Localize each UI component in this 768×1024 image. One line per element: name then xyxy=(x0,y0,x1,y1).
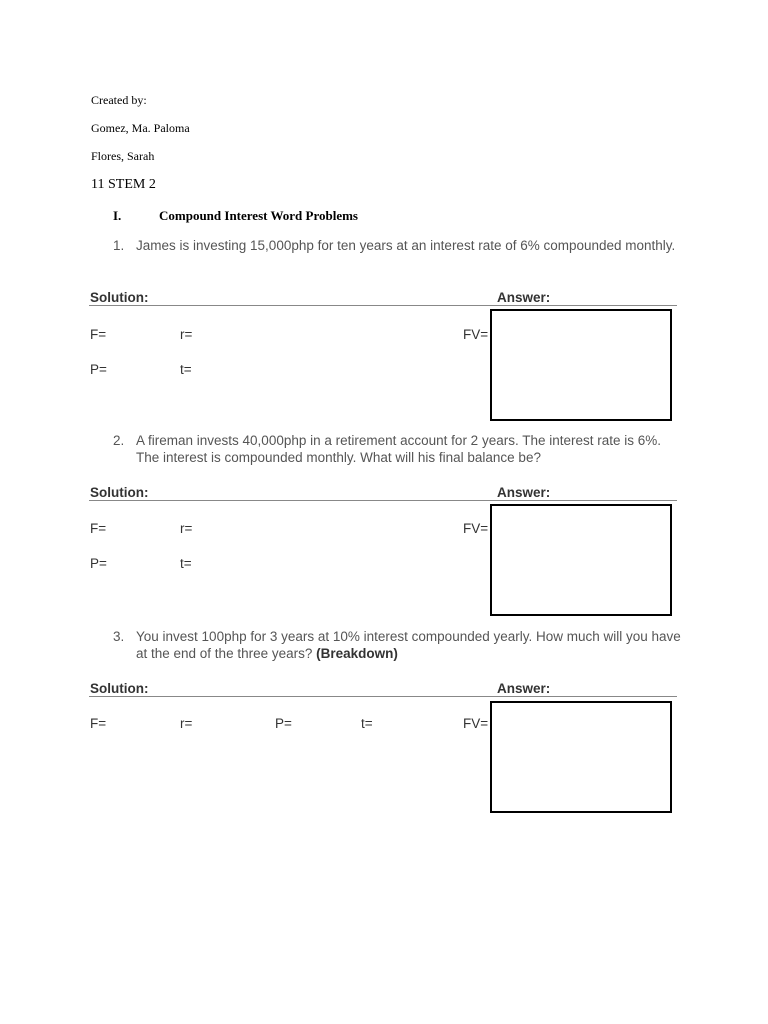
author-name: Flores, Sarah xyxy=(91,149,155,163)
fv-variable: FV= xyxy=(463,521,489,536)
solution-label: Solution: xyxy=(90,485,149,500)
problem-text: James is investing 15,000php for ten years at an interest rate of 6% compounded monthly. xyxy=(136,238,676,253)
answer-label: Answer: xyxy=(497,290,551,305)
r-variable: r= xyxy=(180,327,193,342)
p-variable: P= xyxy=(90,556,107,571)
r-variable: r= xyxy=(180,521,193,536)
solution-label: Solution: xyxy=(90,290,149,305)
problem-1 xyxy=(113,238,683,255)
divider xyxy=(89,305,677,306)
divider xyxy=(89,696,677,697)
class-label: 11 STEM 2 xyxy=(91,177,156,192)
p-variable: P= xyxy=(90,362,107,377)
p-variable: P= xyxy=(275,716,292,731)
section-numeral: I. xyxy=(113,208,122,223)
problem-number: 3. xyxy=(113,629,125,644)
problem-text: You invest 100php for 3 years at 10% interest compounded yearly. How much will you have at the end of the three years? (Breakdown) xyxy=(136,629,681,661)
answer-box[interactable] xyxy=(490,504,672,616)
t-variable: t= xyxy=(361,716,373,731)
r-variable: r= xyxy=(180,716,193,731)
section-title: Compound Interest Word Problems xyxy=(159,208,358,223)
t-variable: t= xyxy=(180,362,192,377)
answer-box[interactable] xyxy=(490,309,672,421)
problem-emphasis: (Breakdown) xyxy=(316,645,398,661)
divider xyxy=(89,500,677,501)
author-name: Gomez, Ma. Paloma xyxy=(91,121,190,135)
answer-label: Answer: xyxy=(497,485,551,500)
f-variable: F= xyxy=(90,521,107,536)
problem-2 xyxy=(113,433,683,466)
created-by-label: Created by: xyxy=(91,93,147,107)
solution-label: Solution: xyxy=(90,681,149,696)
f-variable: F= xyxy=(90,716,107,731)
fv-variable: FV= xyxy=(463,327,489,342)
problem-number: 2. xyxy=(113,433,125,448)
answer-label: Answer: xyxy=(497,681,551,696)
problem-number: 1. xyxy=(113,238,125,253)
answer-box[interactable] xyxy=(490,701,672,813)
f-variable: F= xyxy=(90,327,107,342)
problem-text: A fireman invests 40,000php in a retirement account for 2 years. The interest rate is 6%. The interest is compounded monthly. What will his final balance be? xyxy=(136,433,662,465)
problem-3 xyxy=(113,629,683,662)
fv-variable: FV= xyxy=(463,716,489,731)
t-variable: t= xyxy=(180,556,192,571)
